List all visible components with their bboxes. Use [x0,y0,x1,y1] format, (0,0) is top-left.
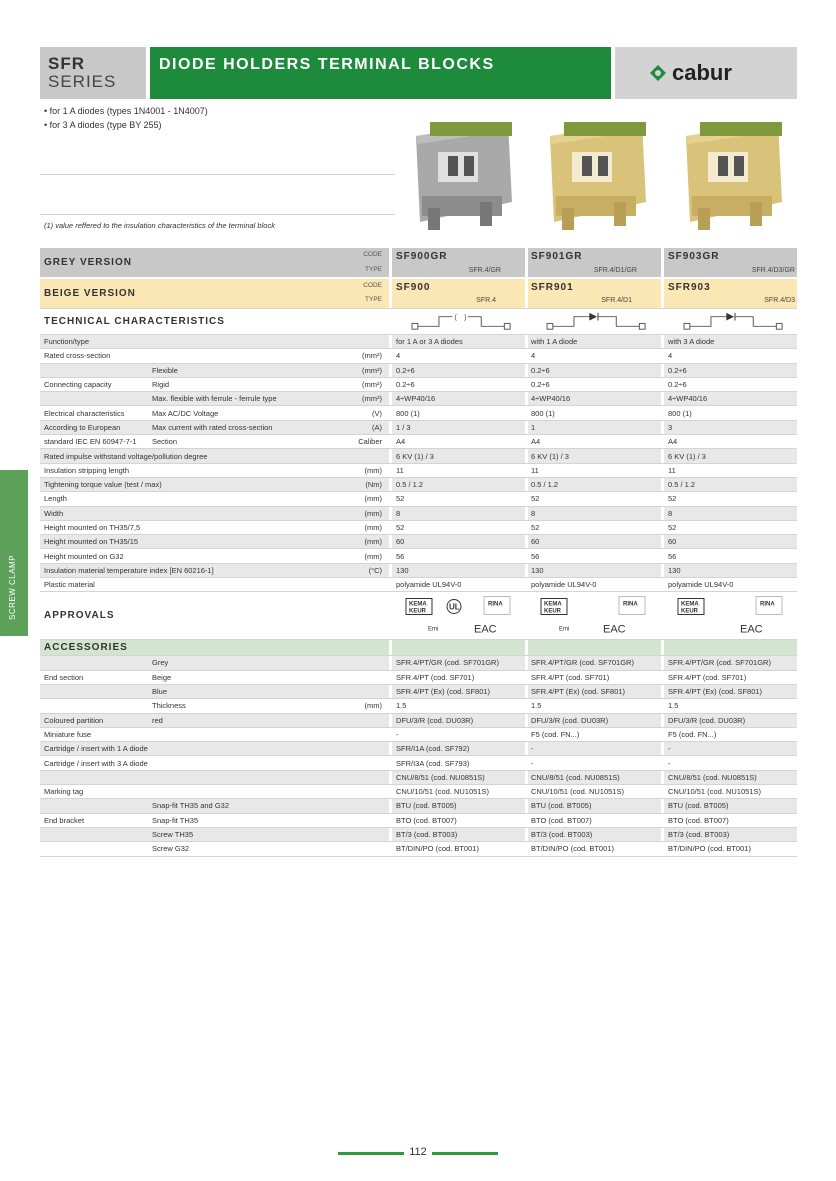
table-row [40,842,797,856]
table-row [40,435,797,449]
row-value: 56 [668,551,677,561]
row-value: 8 [396,508,401,518]
product-image-beige-d3 [678,116,790,232]
row-value: 0.2÷6 [531,380,550,390]
row-sublabel: Flexible [152,365,178,375]
row-value: SFR.4/PT (cod. SF701) [531,672,610,682]
accessories-rows [40,656,797,856]
row-unit: (Nm) [365,480,382,490]
table-row [40,464,797,478]
approvals-row [40,592,797,640]
beige-type-3: SFR.4/D3 [764,297,795,304]
cabur-logo [615,47,797,99]
code-label: CODE [363,251,382,258]
row-value: 0.2÷6 [668,380,687,390]
row-value: DFU/3/R (cod. DU03R) [531,715,609,725]
row-value: 52 [396,494,405,504]
row-label: According to European [44,422,121,432]
technical-title: TECHNICAL CHARACTERISTICS [44,316,225,327]
row-sublabel: Section [152,437,178,447]
row-value: 800 (1) [668,408,692,418]
svg-text:KEUR: KEUR [409,608,427,615]
row-sublabel: Snap-fit TH35 [152,815,199,825]
grey-code-3: SF903GR [668,251,720,262]
table-row [40,578,797,592]
row-sublabel: Blue [152,687,168,697]
row-value: 0.2÷6 [396,365,415,375]
svg-text:UL: UL [449,602,460,612]
row-value: - [531,744,534,754]
row-sublabel: Grey [152,658,169,668]
product-image-beige-d1 [542,116,654,232]
row-sublabel: Snap-fit TH35 and G32 [152,801,229,811]
row-value: SFR/I1A (cod. SF792) [396,744,470,754]
row-unit [340,814,382,827]
row-label: Height mounted on TH35/7,5 [44,523,141,532]
technical-header-row [40,309,797,335]
row-value: SFR.4/PT (cod. SF701) [396,672,475,682]
row-value: 52 [668,494,677,504]
row-value: - [396,729,399,739]
svg-text:Emi: Emi [559,626,570,633]
row-value: SFR.4/PT (Ex) (cod. SF801) [396,687,491,697]
accessories-title: ACCESSORIES [44,642,128,654]
row-label: Electrical characteristics [44,408,125,418]
row-value: 11 [668,465,676,475]
table-row [40,656,797,670]
row-unit [340,842,382,855]
row-value: 130 [668,565,681,575]
table-row [40,685,797,699]
table-row [40,421,797,435]
grey-code-1: SF900GR [396,251,448,262]
row-label: Insulation material temperature index [EN 60216-1] [44,565,214,575]
row-unit: (mm²) [362,380,382,390]
row-sublabel: Beige [152,672,172,682]
row-unit: (mm) [364,551,382,561]
row-unit: (mm²) [362,394,382,404]
row-label: Function/type [44,337,90,347]
row-value: SFR/I3A (cod. SF793) [396,758,470,768]
approvals-logos-3 [674,592,794,639]
table-row [40,756,797,770]
row-value: 52 [531,523,540,532]
svg-text:KEUR: KEUR [544,608,562,615]
grey-version-label: GREY VERSION [44,257,132,268]
type-label: TYPE [365,266,382,273]
row-value: 4÷WP40/16 [668,394,708,404]
row-sublabel: Rigid [152,380,170,390]
row-unit: (mm²) [362,351,382,361]
row-label: Marking tag [44,787,84,797]
row-value: 1.5 [396,701,407,711]
approvals-logos-1 [402,592,522,639]
row-value: 8 [531,508,536,518]
row-label: Coloured partition [44,715,104,725]
row-value: 4 [531,351,536,361]
row-label: Height mounted on G32 [44,551,124,561]
row-value: 60 [668,537,677,547]
approvals-title: APPROVALS [44,610,115,622]
beige-code-2: SFR901 [531,282,574,293]
row-unit [340,828,382,841]
row-value: 52 [531,494,540,504]
beige-version-label: BEIGE VERSION [44,288,136,299]
row-unit [340,742,382,755]
schematic-diode-icon [543,309,653,334]
row-unit [340,656,382,669]
row-value: BT/DIN/PO (cod. BT001) [396,844,479,854]
side-tab [0,470,28,636]
row-value: 130 [396,565,409,575]
svg-text:EAC: EAC [474,623,497,636]
row-value: 3 [668,422,673,432]
row-value: 56 [396,551,405,561]
row-label: Cartridge / insert with 3 A diode [44,758,148,768]
row-value: 0.2÷6 [531,365,550,375]
row-value: 6 KV (1) / 3 [396,451,434,461]
row-sublabel: Max AC/DC Voltage [152,408,219,418]
row-value: 8 [668,508,673,518]
row-value: A4 [668,437,678,447]
row-value: F5 (cod. FN...) [531,729,580,739]
beige-code-1: SF900 [396,282,431,293]
row-label: Height mounted on TH35/15 [44,537,139,547]
svg-text:KEMA: KEMA [681,601,699,608]
row-value: CNU/8/51 (cod. NU0851S) [668,772,757,782]
table-row [40,535,797,549]
row-unit [340,685,382,698]
row-value: CNU/8/51 (cod. NU0851S) [396,772,485,782]
svg-text:EAC: EAC [740,623,763,636]
footnote: (1) value reffered to the insulation characteristics of the terminal block [44,221,275,230]
row-value: SFR.4/PT (Ex) (cod. SF801) [531,687,626,697]
row-value: CNU/8/51 (cod. NU0851S) [531,772,620,782]
schematic-diode-icon [680,309,790,334]
svg-text:KEMA: KEMA [409,601,427,608]
page-title: DIODE HOLDERS TERMINAL BLOCKS [150,47,611,99]
accessories-header-row [40,640,797,656]
svg-text:RINA: RINA [488,601,503,608]
row-label: Plastic material [44,580,95,590]
row-unit [340,714,382,727]
table-row [40,828,797,842]
table-row [40,492,797,506]
row-value: CNU/10/51 (cod. NU1051S) [668,787,761,797]
row-unit: (mm) [364,523,382,532]
row-value: 1 / 3 [396,422,411,432]
row-value: 800 (1) [531,408,555,418]
row-value: BT/3 (cod. BT003) [668,830,730,840]
table-row [40,671,797,685]
row-value: for 1 A or 3 A diodes [396,337,463,347]
row-value: 800 (1) [396,408,420,418]
row-unit: (mm) [364,537,382,547]
table-row [40,564,797,578]
row-sublabel: Max. flexible with ferrule - ferrule type [152,394,277,404]
intro-bullets [44,104,208,132]
row-unit [340,756,382,769]
row-unit [340,671,382,684]
row-value: 60 [531,537,540,547]
technical-rows [40,335,797,592]
schematic-empty-icon [408,309,518,334]
row-value: polyamide UL94V-0 [531,580,597,590]
bullet-item: • for 3 A diodes (type BY 255) [44,120,162,130]
table-row [40,392,797,406]
row-label: Length [44,494,67,504]
row-unit: (°C) [368,565,382,575]
row-value: BT/DIN/PO (cod. BT001) [531,844,614,854]
row-unit [340,449,382,462]
row-value: 4 [396,351,401,361]
row-label: End section [44,672,84,682]
row-value: 1.5 [531,701,542,711]
table-row [40,785,797,799]
row-value: A4 [396,437,406,447]
approvals-logos-2 [537,592,657,639]
grey-code-2: SF901GR [531,251,583,262]
bullet-item: • for 1 A diodes (types 1N4001 - 1N4007) [44,106,208,116]
table-row [40,728,797,742]
row-value: 4 [668,351,673,361]
row-unit: (A) [372,422,382,432]
product-image-grey [408,116,520,232]
row-value: BTO (cod. BT007) [668,815,729,825]
svg-text:EAC: EAC [603,623,626,636]
row-unit [340,578,382,591]
beige-type-1: SFR.4 [476,297,496,304]
row-unit: (mm) [364,701,382,711]
row-value: 11 [531,465,539,475]
cabur-logo-icon [646,61,766,85]
row-value: 6 KV (1) / 3 [668,451,706,461]
table-row [40,799,797,813]
row-value: - [668,758,671,768]
row-value: DFU/3/R (cod. DU03R) [668,715,746,725]
row-sublabel: Screw G32 [152,844,190,854]
row-value: 0.5 / 1.2 [531,480,559,490]
row-value: CNU/10/51 (cod. NU1051S) [531,787,624,797]
row-value: BTO (cod. BT007) [396,815,457,825]
row-label: Rated cross-section [44,351,111,361]
svg-text:Emi: Emi [428,626,439,633]
row-sublabel: Max current with rated cross-section [152,422,273,432]
table-row [40,549,797,563]
table-row [40,771,797,785]
row-value: polyamide UL94V-0 [396,580,462,590]
row-value: 0.2÷6 [668,365,687,375]
row-unit [340,335,382,348]
row-value: 60 [396,537,405,547]
row-value: 56 [531,551,540,561]
grey-type-1: SFR.4/GR [468,267,501,274]
spec-table [40,248,797,857]
svg-text:RINA: RINA [760,601,775,608]
row-value: A4 [531,437,541,447]
row-value: 130 [531,565,544,575]
row-unit: (mm) [364,494,382,504]
row-value: 1 [531,422,536,432]
beige-version-row [40,279,797,309]
svg-text:RINA: RINA [623,601,638,608]
table-row [40,714,797,728]
table-row [40,814,797,828]
row-value: BT/DIN/PO (cod. BT001) [668,844,751,854]
row-sublabel: Thickness [152,701,186,711]
table-row [40,699,797,713]
row-value: 0.2÷6 [396,380,415,390]
row-value: 52 [396,523,405,532]
row-value: CNU/10/51 (cod. NU1051S) [396,787,489,797]
row-value: F5 (cod. FN...) [668,729,717,739]
row-value: SFR.4/PT/GR (cod. SF701GR) [531,658,634,668]
series-label: SERIES [48,72,117,91]
row-sublabel: Screw TH35 [152,830,194,840]
row-unit [340,799,382,812]
divider [40,174,395,175]
row-label: Miniature fuse [44,729,92,739]
row-label: Insulation stripping length [44,465,130,475]
series-code: SFR [48,54,85,73]
side-tab-label: SCREW CLAMP [8,554,17,620]
code-label: CODE [363,282,382,289]
row-unit [340,728,382,741]
table-row [40,364,797,378]
table-row [40,335,797,349]
beige-type-2: SFR.4/D1 [601,297,632,304]
row-value: SFR.4/PT/GR (cod. SF701GR) [396,658,499,668]
row-value: SFR.4/PT (Ex) (cod. SF801) [668,687,763,697]
row-label: End bracket [44,815,85,825]
beige-code-3: SFR903 [668,282,711,293]
table-row [40,349,797,363]
row-value: BTU (cod. BT005) [396,801,457,811]
row-sublabel: red [152,715,163,725]
row-unit [340,785,382,798]
row-unit: (mm) [364,465,382,475]
type-label: TYPE [365,296,382,303]
divider [40,214,395,215]
page-number: 112 [409,1146,427,1158]
svg-text:KEUR: KEUR [681,608,699,615]
row-value: BT/3 (cod. BT003) [531,830,593,840]
row-label: Width [44,508,64,518]
table-row [40,406,797,420]
table-row [40,378,797,392]
series-box [40,47,146,99]
row-value: BTO (cod. BT007) [531,815,592,825]
row-value: 4÷WP40/16 [531,394,571,404]
row-unit [340,771,382,784]
row-value: DFU/3/R (cod. DU03R) [396,715,474,725]
row-value: 11 [396,465,404,475]
row-value: polyamide UL94V-0 [668,580,734,590]
row-label: Connecting capacity [44,380,112,390]
svg-text:(: ( [454,312,457,322]
row-value: with 1 A diode [531,337,578,347]
logo-text: cabur [672,61,732,85]
row-value: 4÷WP40/16 [396,394,436,404]
row-value: 0.5 / 1.2 [668,480,696,490]
row-value: 0.5 / 1.2 [396,480,424,490]
row-label: Tightening torque value (test / max) [44,480,162,490]
table-row [40,521,797,535]
row-value: BTU (cod. BT005) [668,801,729,811]
svg-text:): ) [463,312,467,322]
row-label: Cartridge / insert with 1 A diode [44,744,148,754]
row-value: 1.5 [668,701,679,711]
row-unit: (mm²) [362,365,382,375]
row-value: 6 KV (1) / 3 [531,451,569,461]
grey-version-row [40,248,797,279]
row-value: 52 [668,523,677,532]
row-unit: (V) [372,408,382,418]
row-value: SFR.4/PT/GR (cod. SF701GR) [668,658,771,668]
row-value: BTU (cod. BT005) [531,801,592,811]
row-value: SFR.4/PT (cod. SF701) [668,672,747,682]
row-value: - [531,758,534,768]
row-value: BT/3 (cod. BT003) [396,830,458,840]
table-row [40,742,797,756]
row-label: Rated impulse withstand voltage/pollution degree [44,451,208,461]
table-row [40,507,797,521]
grey-type-3: SFR.4/D3/GR [751,267,795,274]
row-value: with 3 A diode [668,337,715,347]
row-unit: Caliber [358,437,382,447]
table-row [40,478,797,492]
row-unit: (mm) [364,508,382,518]
grey-type-2: SFR.4/D1/GR [593,267,637,274]
row-value: - [668,744,671,754]
row-label: standard IEC EN 60947-7-1 [44,437,137,447]
table-row [40,449,797,463]
svg-text:KEMA: KEMA [544,601,562,608]
